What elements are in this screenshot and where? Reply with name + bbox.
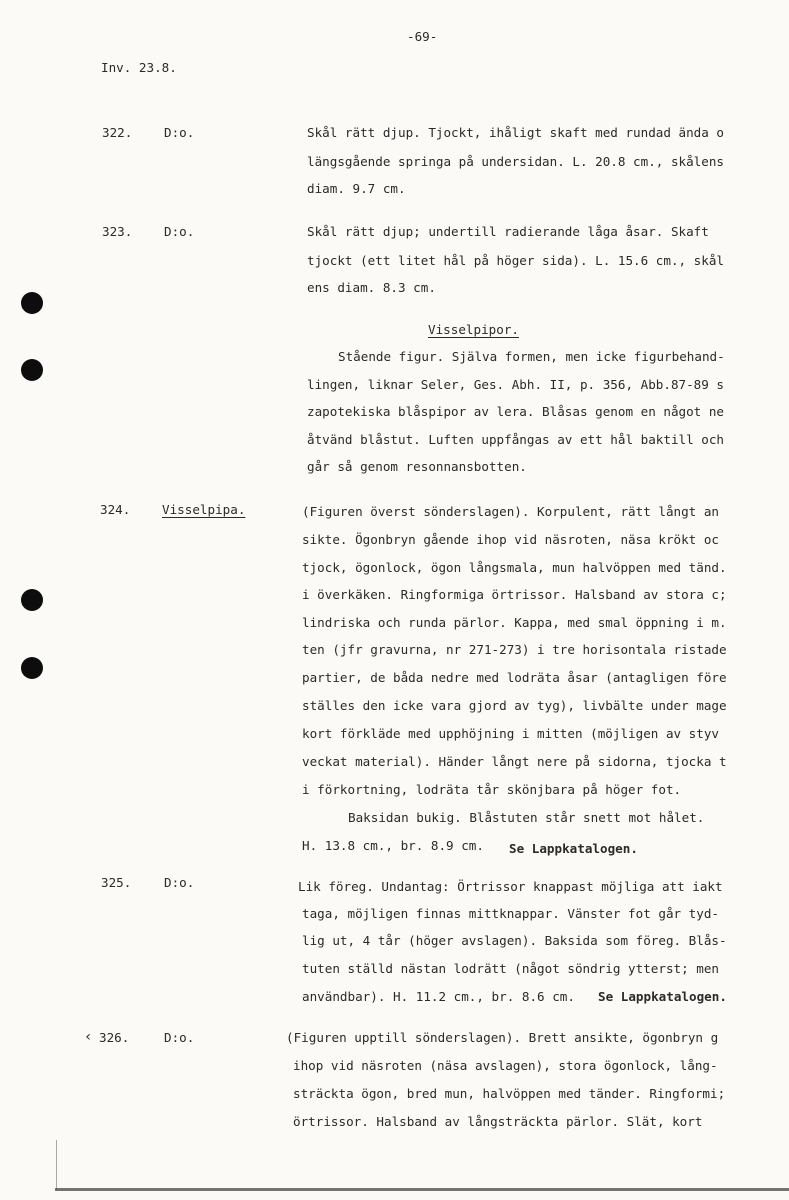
text-line: Lik föreg. Undantag: Örtrissor knappast möjliga att iakt	[298, 879, 723, 894]
punch-hole-1	[21, 292, 43, 314]
text-line: zapotekiska blåspipor av lera. Blåsas genom en något ne	[307, 404, 725, 419]
text-line: åtvänd blåstut. Luften uppfångas av ett hål baktill och	[307, 432, 725, 447]
entry-name-323: D:o.	[164, 224, 195, 239]
text-line: (Figuren överst sönderslagen). Korpulent, rätt långt an	[302, 504, 720, 519]
text-line: går så genom resonnansbotten.	[307, 459, 527, 474]
text-line: ten (jfr gravurna, nr 271-273) i tre horisontala ristade	[302, 642, 727, 657]
text-line: ihop vid näsroten (näsa avslagen), stora ögonlock, lång-	[293, 1058, 718, 1073]
text-line: (Figuren upptill sönderslagen). Brett ansikte, ögonbryn g	[286, 1030, 719, 1045]
entry-name-324: Visselpipa.	[162, 502, 246, 517]
text-line: Stående figur. Själva formen, men icke figurbehand-	[338, 349, 725, 364]
text-line: lindriska och runda pärlor. Kappa, med smal öppning i m.	[302, 615, 727, 630]
entry-name-326: D:o.	[164, 1030, 195, 1045]
entry-number-323: 323.	[102, 224, 133, 239]
entry-name-322: D:o.	[164, 125, 195, 140]
text-line: sikte. Ögonbryn gående ihop vid näsroten, näsa krökt oc	[302, 532, 720, 547]
text-line: tuten ställd nästan lodrätt (något söndrig ytterst; men	[302, 961, 720, 976]
left-rule	[56, 1140, 57, 1190]
entry-number-322: 322.	[102, 125, 133, 140]
text-line: i överkäken. Ringformiga örtrissor. Halsband av stora c;	[302, 587, 727, 602]
text-line: partier, de båda nedre med lodräta åsar (antagligen före	[302, 670, 727, 685]
text-line: sträckta ögon, bred mun, halvöppen med tänder. Ringformi;	[293, 1086, 726, 1101]
entry-number-325: 325.	[101, 875, 132, 890]
punch-hole-3	[21, 589, 43, 611]
text-line: diam. 9.7 cm.	[307, 181, 406, 196]
text-line: Skål rätt djup. Tjockt, ihåligt skaft med rundad ända o	[307, 125, 725, 140]
text-line: användbar). H. 11.2 cm., br. 8.6 cm.	[302, 989, 575, 1004]
punch-hole-2	[21, 359, 43, 381]
text-line: veckat material). Händer långt nere på sidorna, tjocka t	[302, 754, 727, 769]
text-line: tjockt (ett litet hål på höger sida). L. 15.6 cm., skål	[307, 253, 725, 268]
margin-mark: ‹	[84, 1029, 93, 1045]
text-line: Baksidan bukig. Blåstuten står snett mot hålet.	[348, 810, 705, 825]
inventory-label: Inv. 23.8.	[101, 60, 177, 75]
text-line: i förkortning, lodräta tår skönjbara på höger fot.	[302, 782, 682, 797]
text-line: örtrissor. Halsband av långsträckta pärlor. Slät, kort	[293, 1114, 703, 1129]
punch-hole-4	[21, 657, 43, 679]
text-line: ställes den icke vara gjord av tyg), livbälte under mage	[302, 698, 727, 713]
text-line: H. 13.8 cm., br. 8.9 cm.	[302, 838, 484, 853]
text-line: lingen, liknar Seler, Ges. Abh. II, p. 356, Abb.87-89 s	[307, 377, 725, 392]
bottom-edge-line	[55, 1188, 789, 1191]
text-line: Skål rätt djup; undertill radierande låga åsar. Skaft	[307, 224, 709, 239]
entry-number-324: 324.	[100, 502, 131, 517]
page-number: -69-	[407, 29, 438, 44]
entry-name-325: D:o.	[164, 875, 195, 890]
text-line: lig ut, 4 tår (höger avslagen). Baksida som föreg. Blås-	[302, 933, 727, 948]
text-line: längsgående springa på undersidan. L. 20.8 cm., skålens	[307, 154, 725, 169]
entry-number-326: 326.	[99, 1030, 130, 1045]
text-line: kort förkläde med upphöjning i mitten (möjligen av styv	[302, 726, 720, 741]
text-line: ens diam. 8.3 cm.	[307, 280, 436, 295]
text-line: tjock, ögonlock, ögon långsmala, mun halvöppen med tänd.	[302, 560, 727, 575]
text-line: taga, möjligen finnas mittknappar. Vänster fot går tyd-	[302, 906, 720, 921]
catalog-note: Se Lappkatalogen.	[509, 841, 638, 856]
section-heading: Visselpipor.	[428, 322, 519, 337]
catalog-note: Se Lappkatalogen.	[598, 989, 727, 1004]
